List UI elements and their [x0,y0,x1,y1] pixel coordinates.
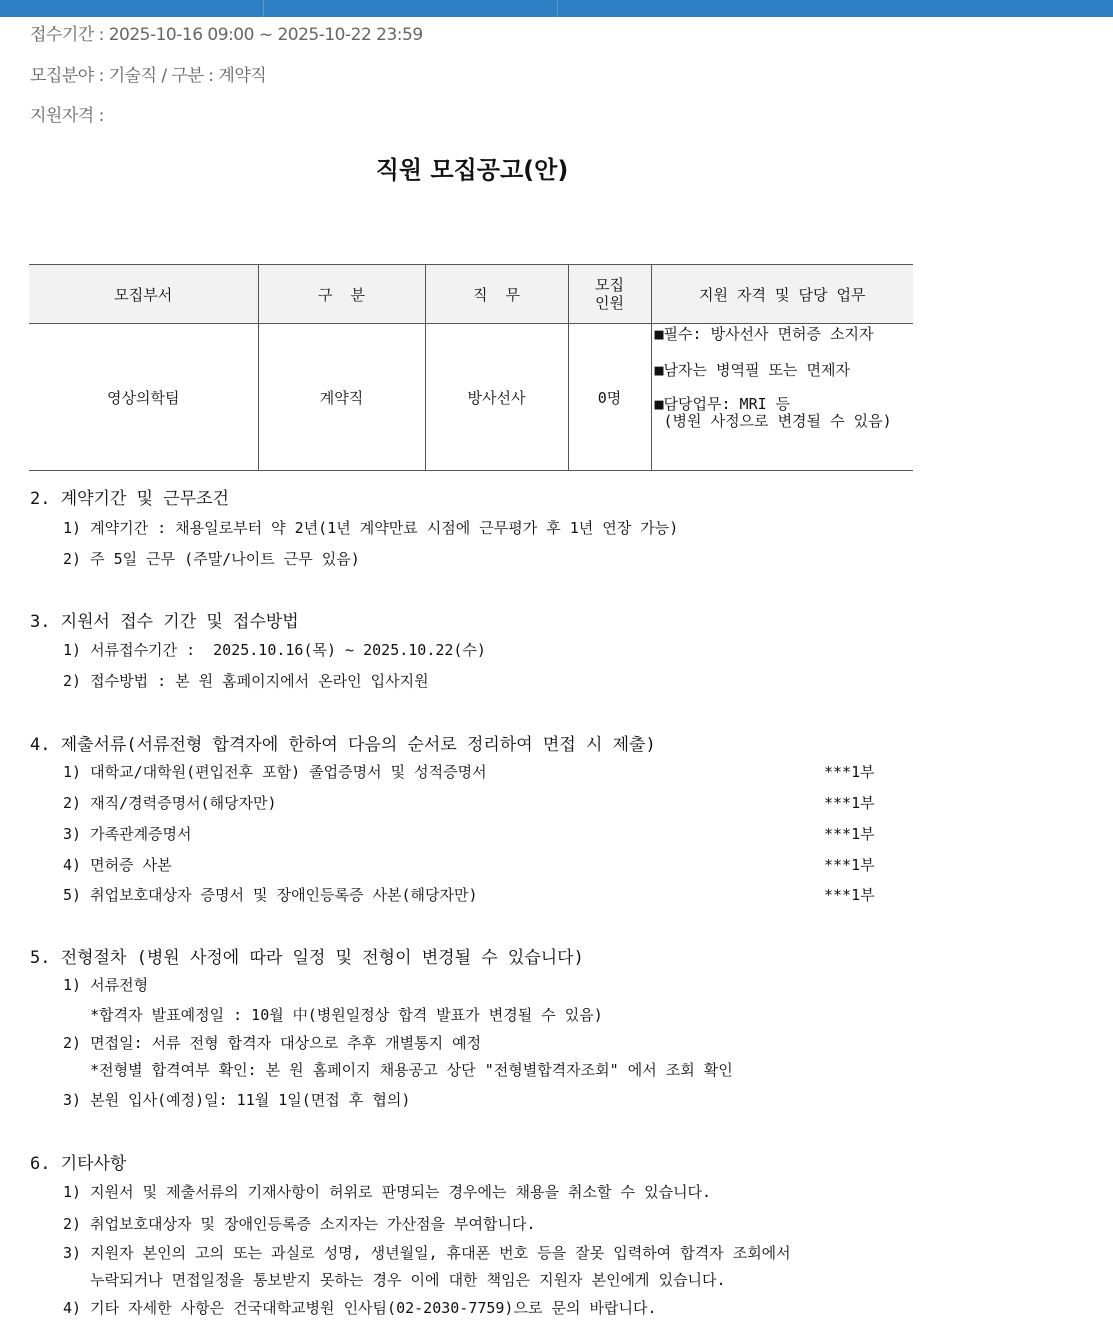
section-6-line: 1) 지원서 및 제출서류의 기재사항이 허위로 판명되는 경우에는 채용을 취소할 수 있습니다. [63,1183,712,1201]
header-count-line2: 인원 [595,294,624,312]
top-bar [0,0,1113,17]
section-5-line: 2) 면접일: 서류 전형 합격자 대상으로 추후 개별통지 예정 [63,1034,482,1052]
document-copies: ***1부 [824,856,875,874]
section-2-line: 1) 계약기간 : 채용일로부터 약 2년(1년 계약만료 시점에 근무평가 후 1년 연장 가능) [63,519,679,537]
section-2-heading: 2. 계약기간 및 근무조건 [30,489,229,509]
top-bar-divider [263,0,264,17]
top-bar-divider [557,0,558,17]
document-item: 5) 취업보호대상자 증명서 및 장애인등록증 사본(해당자만) [63,886,478,904]
cell-job: 방사선사 [425,324,568,471]
cell-type: 계약직 [258,324,425,471]
section-5-line: 1) 서류전형 [63,976,149,994]
section-5-line: *전형별 합격여부 확인: 본 원 홈페이지 채용공고 상단 "전형별합격자조회" 에서 조회 확인 [63,1061,733,1079]
cell-dept: 영상의학팀 [29,324,258,471]
document-copies: ***1부 [824,825,875,843]
qual-military: ■남자는 병역필 또는 면제자 [654,361,851,379]
document-copies: ***1부 [824,794,875,812]
document-item: 1) 대학교/대학원(편입전후 포함) 졸업증명서 및 성적증명서 [63,763,487,781]
qual-duty: ■담당업무: MRI 등 [654,395,791,413]
recruitment-table [29,264,913,471]
table-header-row [29,265,913,324]
document-item: 3) 가족관계증명서 [63,825,192,843]
section-5-line: *합격자 발표예정일 : 10월 中(병원일정상 합격 발표가 변경될 수 있음) [63,1006,603,1024]
section-6-heading: 6. 기타사항 [30,1154,127,1174]
section-6-line: 누락되거나 면접일정을 통보받지 못하는 경우 이에 대한 책임은 지원자 본인에게 있습니다. [63,1271,726,1289]
qualification-label: 지원자격 : [30,106,104,126]
section-6-line: 3) 지원자 본인의 고의 또는 과실로 성명, 생년월일, 휴대폰 번호 등을 잘못 입력하여 합격자 조회에서 [63,1244,791,1262]
document-item: 2) 재직/경력증명서(해당자만) [63,794,277,812]
section-6-line: 4) 기타 자세한 사항은 건국대학교병원 인사팀(02-2030-7759)으로 문의 바랍니다. [63,1299,657,1317]
section-6-line: 2) 취업보호대상자 및 장애인등록증 소지자는 가산점을 부여합니다. [63,1215,536,1233]
section-3-line: 1) 서류접수기간 : 2025.10.16(목) ~ 2025.10.22(수) [63,641,486,659]
header-dept: 모집부서 [29,265,258,324]
qual-note: (병원 사정으로 변경될 수 있음) [654,412,892,430]
header-count [568,265,651,324]
document-copies: ***1부 [824,886,875,904]
table-row [29,324,913,471]
section-3-line: 2) 접수방법 : 본 원 홈페이지에서 온라인 입사지원 [63,672,429,690]
section-5-line: 3) 본원 입사(예정)일: 11월 1일(면접 후 협의) [63,1091,411,1109]
cell-count: 0명 [568,324,651,471]
cell-qualifications [651,324,913,471]
section-3-heading: 3. 지원서 접수 기간 및 접수방법 [30,612,299,632]
document-copies: ***1부 [824,763,875,781]
section-4-heading: 4. 제출서류(서류전형 합격자에 한하여 다음의 순서로 정리하여 면접 시 제출) [30,735,656,755]
header-duties: 지원 자격 및 담당 업무 [651,265,913,324]
qual-required: ■필수: 방사선사 면허증 소지자 [654,325,874,343]
section-2-line: 2) 주 5일 근무 (주말/나이트 근무 있음) [63,550,360,568]
document-title: 직원 모집공고(안) [375,156,569,184]
application-period: 접수기간 : 2025-10-16 09:00 ~ 2025-10-22 23:59 [30,25,423,45]
section-5-heading: 5. 전형절차 (병원 사정에 따라 일정 및 전형이 변경될 수 있습니다) [30,948,584,968]
recruitment-field: 모집분야 : 기술직 / 구분 : 계약직 [30,66,267,86]
header-type: 구 분 [258,265,425,324]
header-job: 직 무 [425,265,568,324]
document-item: 4) 면허증 사본 [63,856,172,874]
header-count-line1: 모집 [595,276,624,294]
